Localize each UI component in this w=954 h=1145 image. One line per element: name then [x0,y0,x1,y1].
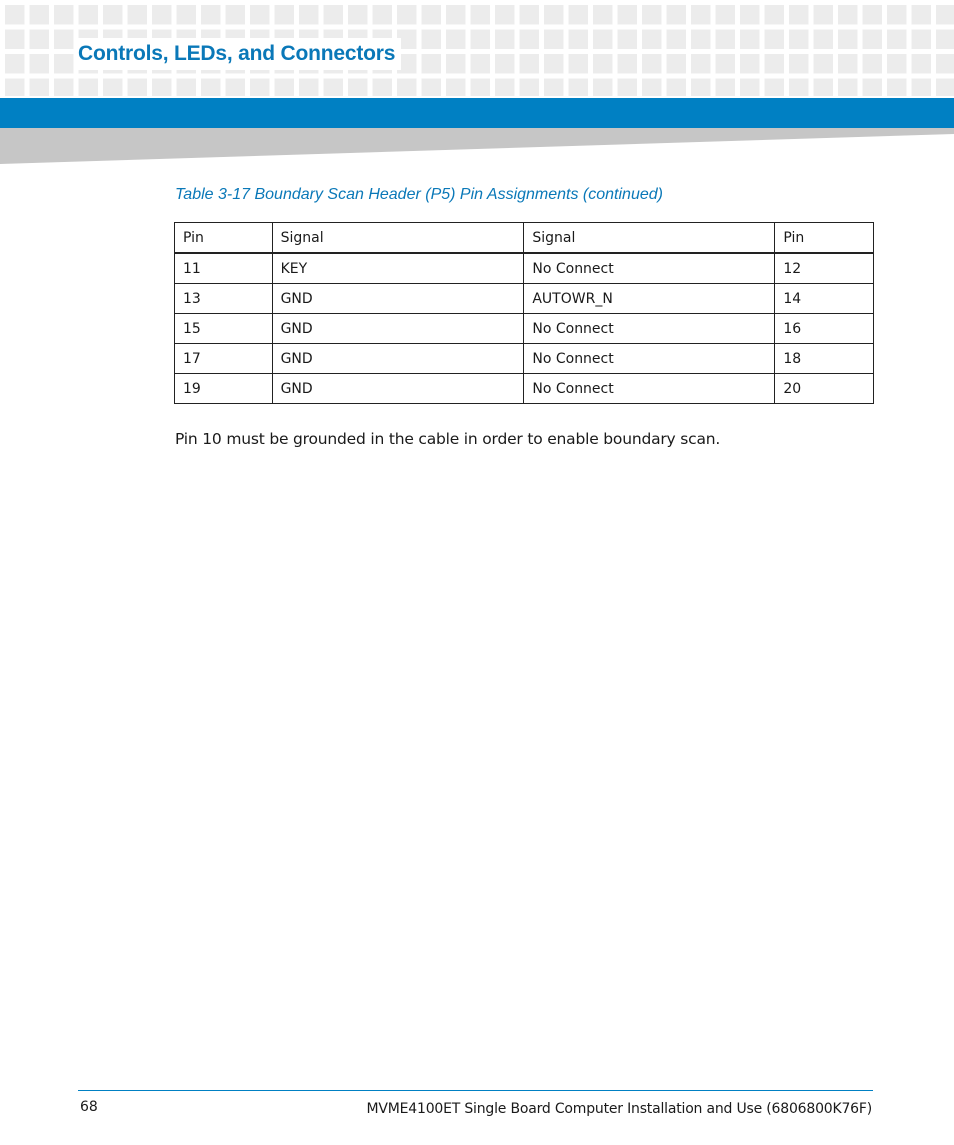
table-cell: 19 [175,374,273,404]
table-cell: 18 [775,344,874,374]
table-cell: KEY [272,253,524,284]
table-row [175,344,874,374]
table-cell: 12 [775,253,874,284]
header-gray-wedge [0,128,954,164]
gray-wedge-shape [0,128,954,164]
table-cell: 20 [775,374,874,404]
table-cell: GND [272,284,524,314]
column-header-pin-left: Pin [175,223,273,254]
document-title: MVME4100ET Single Board Computer Installation and Use (6806800K76F) [366,1101,872,1117]
table-row [175,253,874,284]
section-title: Controls, LEDs, and Connectors [76,38,401,70]
table-cell: 17 [175,344,273,374]
table-row [175,314,874,344]
header-blue-band [0,98,954,128]
table-header-row [175,223,874,254]
table-cell: 14 [775,284,874,314]
column-header-pin-right: Pin [775,223,874,254]
table-cell: 16 [775,314,874,344]
column-header-signal-right: Signal [524,223,775,254]
table-cell: 11 [175,253,273,284]
table-cell: No Connect [524,314,775,344]
table-cell: AUTOWR_N [524,284,775,314]
table-cell: No Connect [524,253,775,284]
table-cell: GND [272,374,524,404]
table-caption: Table 3-17 Boundary Scan Header (P5) Pin Assignments (continued) [175,186,663,203]
table-cell: 13 [175,284,273,314]
table-row [175,374,874,404]
table-cell: GND [272,344,524,374]
body-note: Pin 10 must be grounded in the cable in order to enable boundary scan. [175,430,721,448]
pin-assignment-table [174,222,874,404]
table-row [175,284,874,314]
column-header-signal-left: Signal [272,223,524,254]
footer-rule [78,1090,873,1091]
table-cell: GND [272,314,524,344]
table-cell: No Connect [524,344,775,374]
page-number: 68 [80,1099,98,1115]
table-cell: No Connect [524,374,775,404]
table-cell: 15 [175,314,273,344]
